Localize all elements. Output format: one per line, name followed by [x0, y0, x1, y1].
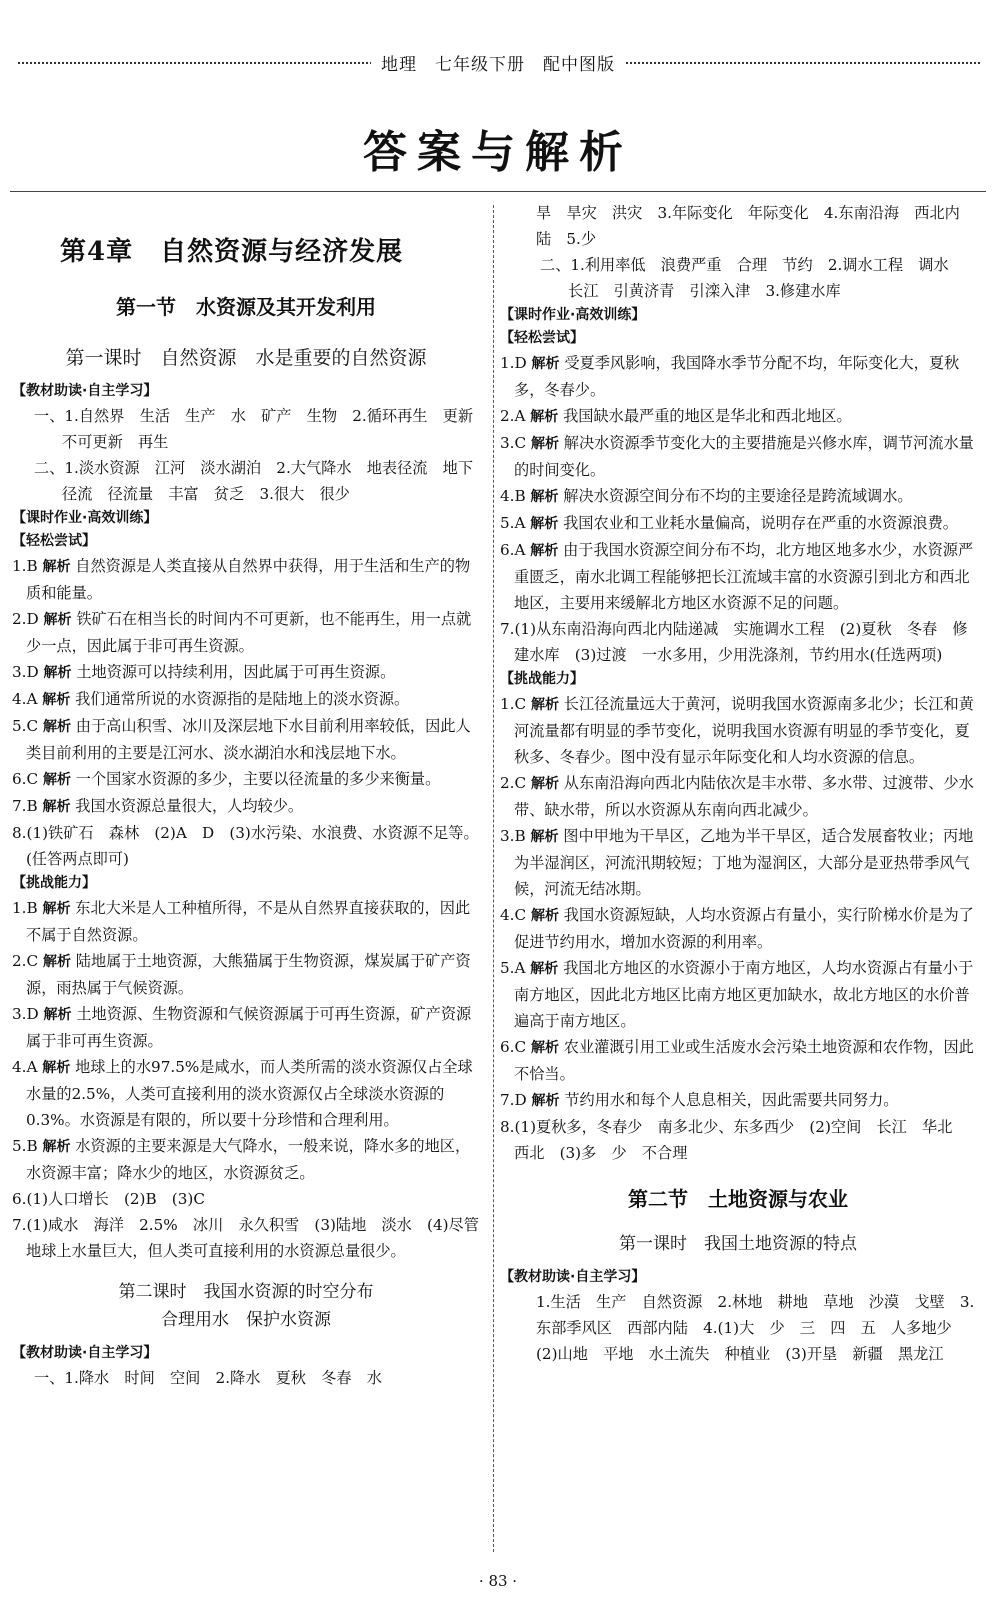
answer-item: 8.(1)夏秋多，冬春少 南多北少、东多西少 (2)空间 长江 华北 西北 (3)多 少 不合理 [500, 1118, 968, 1162]
title-rule [10, 191, 986, 192]
block-heading: 【挑战能力】 [12, 875, 96, 891]
section-heading: 第二节 土地资源与农业 [628, 1187, 848, 1211]
answer-item: 4.C 解析 我国水资源短缺，人均水资源占有量小，实行阶梯水价是为了促进节约用水，增加水资源的利用率。 [500, 906, 974, 951]
answer-item: 4.B 解析 解决水资源空间分布不均的主要途径是跨流域调水。 [500, 487, 913, 505]
answer-item: 6.(1)人口增长 (2)B (3)C [12, 1190, 205, 1208]
answer-item: 5.A 解析 我国北方地区的水资源小于南方地区，人均水资源占有量小于南方地区，因此北方地区比南方地区更加缺水，故北方地区的水价普遍高于南方地区。 [500, 959, 974, 1030]
answer-item: 1.B 解析 自然资源是人类直接从自然界中获得，用于生活和生产的物质和能量。 [12, 557, 471, 602]
block-heading: 【教材助读·自主学习】 [500, 1269, 646, 1285]
answer-item: 2.A 解析 我国缺水最严重的地区是华北和西北地区。 [500, 407, 852, 425]
right-column [500, 200, 976, 1367]
answer-item: 2.D 解析 铁矿石在相当长的时间内不可更新，也不能再生，用一点就少一点，因此属于非可再生资源。 [12, 610, 472, 655]
answer-item: 8.(1)铁矿石 森林 (2)A D (3)水污染、水浪费、水资源不足等。(任答两点即可) [12, 824, 479, 868]
answer-item: 7.(1)咸水 海洋 2.5% 冰川 永久积雪 (3)陆地 淡水 (4)尽管地球上水量巨大，但人类可直接利用的水资源总量很少。 [12, 1216, 479, 1260]
block-heading: 【轻松尝试】 [12, 533, 96, 549]
answer-item: 5.A 解析 我国农业和工业耗水量偏高，说明存在严重的水资源浪费。 [500, 514, 958, 532]
running-header [0, 50, 996, 75]
answer-line: 一、1.自然界 生活 生产 水 矿产 生物 2.循环再生 更新 不可更新 再生 [34, 407, 489, 451]
answer-item: 4.A 解析 地球上的水97.5%是咸水，而人类所需的淡水资源仅占全球水量的2.5%，人类可直接利用的淡水资源仅占全球淡水资源的0.3%。水资源是有限的，所以要十分珍惜和合理利用。 [12, 1058, 473, 1129]
answer-item: 6.C 解析 农业灌溉引用工业或生活废水会污染土地资源和农作物，因此不恰当。 [500, 1038, 974, 1083]
answer-item: 6.C 解析 一个国家水资源的多少，主要以径流量的多少来衡量。 [12, 770, 441, 788]
answer-item: 5.C 解析 由于高山积雪、冰川及深层地下水目前利用率较低，因此人类目前利用的主要是江河水、淡水湖泊水和浅层地下水。 [12, 717, 471, 762]
answer-line: 旱 旱灾 洪灾 3.年际变化 年际变化 4.东南沿海 西北内陆 5.少 [536, 204, 960, 248]
page-number: · 83 · [478, 1572, 518, 1590]
answer-item: 7.B 解析 我国水资源总量很大，人均较少。 [12, 797, 304, 815]
answer-item: 2.C 解析 陆地属于土地资源，大熊猫属于生物资源，煤炭属于矿产资源，雨热属于气候资源。 [12, 952, 471, 997]
answer-line: 1.生活 生产 自然资源 2.林地 耕地 草地 沙漠 戈壁 3.东部季风区 西部内陆 4.(1)大 少 三 四 五 人多地少 (2)山地 平地 水土流失 种植业 (3)开垦 新疆 黑龙江 [536, 1293, 975, 1363]
answer-item: 6.A 解析 由于我国水资源空间分布不均，北方地区地多水少，水资源严重匮乏，南水北调工程能够把长江流域丰富的水资源引到北方和西北地区，主要用来缓解北方地区水资源不足的问题。 [500, 541, 974, 612]
block-heading: 【轻松尝试】 [500, 330, 584, 346]
answer-item: 7.D 解析 节约用水和每个人息息相关，因此需要共同努力。 [500, 1091, 899, 1109]
answer-item: 2.C 解析 从东南沿海向西北内陆依次是丰水带、多水带、过渡带、少水带、缺水带，所以水资源从东南向西北减少。 [500, 774, 974, 819]
answer-line: 二、1.淡水资源 江河 淡水湖泊 2.大气降水 地表径流 地下径流 径流量 丰富 贫乏 3.很大 很少 [34, 459, 474, 503]
lesson-heading: 合理用水 保护水资源 [161, 1310, 331, 1330]
answer-item: 1.C 解析 长江径流量远大于黄河，说明我国水资源南多北少；长江和黄河流量都有明显的季节变化，说明我国水资源有明显的季节变化，夏秋多、冬春少。图中没有显示年际变化和人均水资源的信息。 [500, 695, 974, 766]
answer-item: 3.D 解析 土地资源、生物资源和气候资源属于可再生资源，矿产资源属于非可再生资源。 [12, 1005, 472, 1050]
answer-item: 1.B 解析 东北大米是人工种植所得，不是从自然界直接获取的，因此不属于自然资源。 [12, 899, 471, 944]
page-title: 答案与解析 [363, 127, 633, 178]
block-heading: 【挑战能力】 [500, 671, 584, 687]
block-heading: 【教材助读·自主学习】 [12, 383, 158, 399]
column-divider [493, 205, 494, 1552]
lesson-heading: 第二课时 我国水资源的时空分布 [118, 1282, 374, 1302]
block-heading: 【教材助读·自主学习】 [12, 1345, 158, 1361]
lesson-heading: 第一课时 我国土地资源的特点 [619, 1234, 857, 1254]
answer-line: 一、1.降水 时间 空间 2.降水 夏秋 冬春 水 [34, 1369, 382, 1387]
chapter-heading: 第4章 自然资源与经济发展 [60, 237, 404, 267]
answer-line: 二、1.利用率低 浪费严重 合理 节约 2.调水工程 调水 长江 引黄济青 引滦入津 3.修建水库 [540, 256, 964, 300]
answer-item: 4.A 解析 我们通常所说的水资源指的是陆地上的淡水资源。 [12, 690, 410, 708]
lesson-heading: 第一课时 自然资源 水是重要的自然资源 [65, 347, 427, 369]
block-heading: 【课时作业·高效训练】 [12, 510, 158, 526]
block-heading: 【课时作业·高效训练】 [500, 307, 646, 323]
answer-item: 5.B 解析 水资源的主要来源是大气降水，一般来说，降水多的地区，水资源丰富；降水少的地区，水资源贫乏。 [12, 1137, 471, 1182]
section-heading: 第一节 水资源及其开发利用 [116, 295, 376, 319]
answer-item: 3.B 解析 图中甲地为干旱区，乙地为半干旱区，适合发展畜牧业；丙地为半湿润区，河流汛期较短；丁地为湿润区，大部分是亚热带季风气候，河流无结冰期。 [500, 827, 974, 898]
answer-item: 3.D 解析 土地资源可以持续利用，因此属于可再生资源。 [12, 663, 396, 681]
answer-item: 3.C 解析 解决水资源季节变化大的主要措施是兴修水库，调节河流水量的时间变化。 [500, 434, 974, 479]
answer-item: 7.(1)从东南沿海向西北内陆递减 实施调水工程 (2)夏秋 冬春 修建水库 (3)过渡 一水多用，少用洗涤剂，节约用水(任选两项) [500, 620, 968, 664]
running-title: 地理 七年级下册 配中图版 [371, 55, 625, 75]
answer-item: 1.D 解析 受夏季风影响，我国降水季节分配不均，年际变化大，夏秋多，冬春少。 [500, 354, 960, 399]
left-column [12, 200, 489, 1391]
